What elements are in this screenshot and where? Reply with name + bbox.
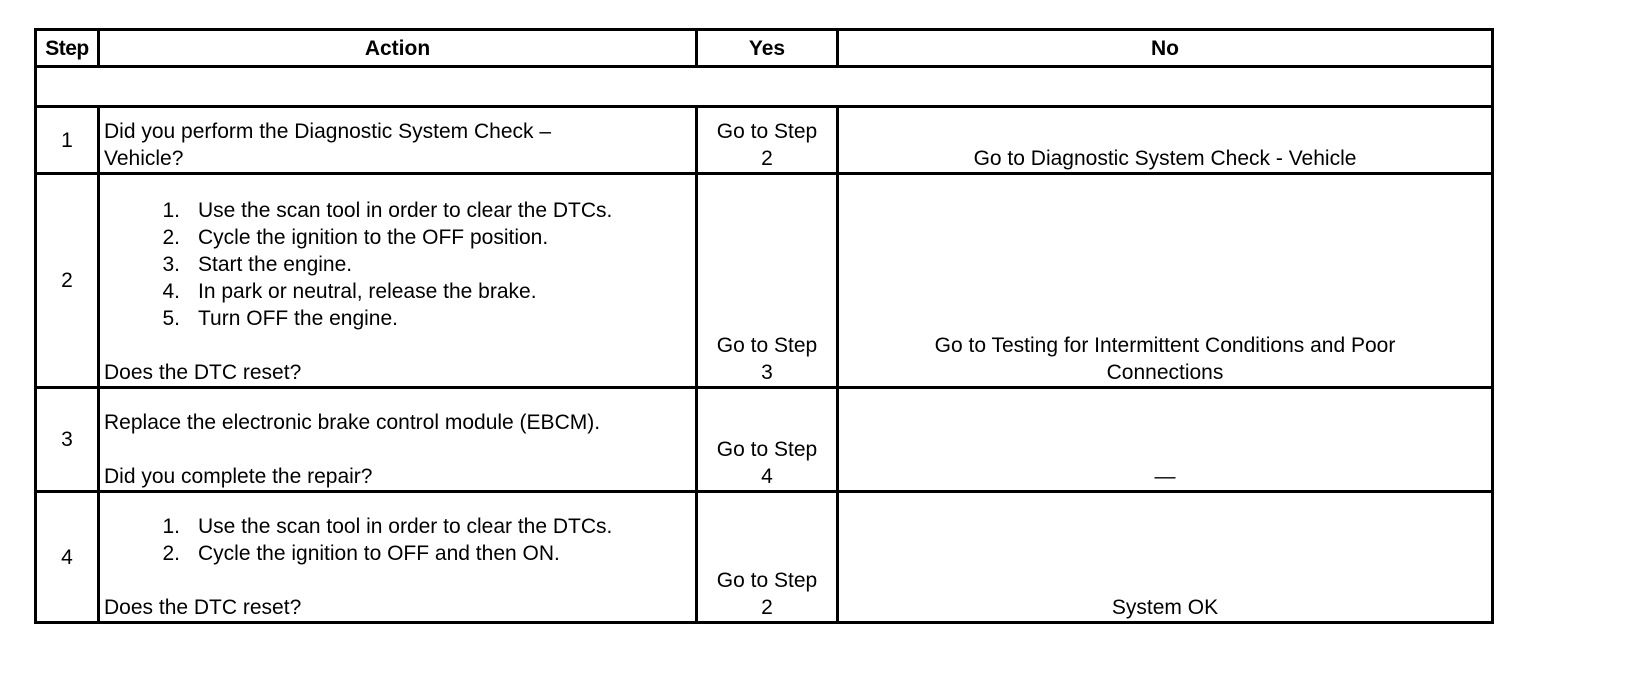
list-item: [104, 278, 695, 305]
spacer: [104, 567, 695, 594]
yes-step-number: 2: [761, 596, 773, 619]
yes-cell: [697, 492, 838, 623]
list-item-text: In park or neutral, release the brake.: [198, 280, 537, 303]
blank-row: [36, 67, 1493, 107]
list-item-text: Cycle the ignition to OFF and then ON.: [198, 542, 560, 565]
table-row: [36, 492, 1493, 623]
no-text-line2: Connections: [1106, 361, 1224, 384]
list-item: [104, 540, 695, 567]
list-item: [104, 513, 695, 540]
no-cell: Go to Diagnostic System Check - Vehicle: [838, 107, 1493, 174]
action-step-list: [104, 197, 695, 332]
step-column-header: Step: [36, 30, 99, 67]
diagnostic-table: [34, 28, 1494, 624]
list-item-text: Cycle the ignition to the OFF position.: [198, 226, 549, 249]
list-item-text: Use the scan tool in order to clear the DTCs.: [198, 515, 613, 538]
table-header-row: [36, 30, 1493, 67]
action-text-continued: Vehicle?: [104, 147, 184, 170]
yes-go-to-step: Go to Step: [716, 334, 818, 357]
table-row: [36, 174, 1493, 388]
yes-step-number: 4: [761, 465, 773, 488]
yes-go-to-step: Go to Step: [716, 120, 818, 143]
no-cell: —: [838, 388, 1493, 492]
action-cell: [99, 388, 697, 492]
step-number: 1: [36, 107, 99, 174]
list-item-number: 3.: [162, 253, 180, 276]
yes-go-to-step: Go to Step: [716, 438, 818, 461]
list-item: [104, 305, 695, 332]
yes-step-number: 3: [761, 361, 773, 384]
list-item-text: Use the scan tool in order to clear the DTCs.: [198, 199, 613, 222]
step-number: 4: [36, 492, 99, 623]
yes-go-to-step: Go to Step: [716, 569, 818, 592]
action-cell: [99, 107, 697, 174]
no-cell: [838, 174, 1493, 388]
table-row: [36, 388, 1493, 492]
action-text: Did you perform the Diagnostic System Check –: [104, 120, 552, 143]
yes-cell: [697, 174, 838, 388]
list-item-number: 2.: [162, 226, 180, 249]
action-text: Replace the electronic brake control module (EBCM).: [104, 411, 601, 434]
action-cell: [99, 492, 697, 623]
yes-cell: [697, 107, 838, 174]
action-column-header: Action: [99, 30, 697, 67]
action-cell: [99, 174, 697, 388]
no-column-header: No: [838, 30, 1493, 67]
action-question: Does the DTC reset?: [104, 596, 302, 619]
step-number: 2: [36, 174, 99, 388]
list-item: [104, 251, 695, 278]
spacer: [104, 332, 695, 359]
list-item-number: 1.: [162, 515, 180, 538]
blank-cell: [36, 67, 1493, 107]
list-item-number: 1.: [162, 199, 180, 222]
list-item-number: 4.: [162, 280, 180, 303]
action-question: Did you complete the repair?: [104, 465, 373, 488]
spacer: [104, 436, 695, 463]
diagnostic-table-wrapper: [34, 28, 1491, 624]
yes-cell: [697, 388, 838, 492]
action-question: Does the DTC reset?: [104, 361, 302, 384]
list-item-text: Turn OFF the engine.: [198, 307, 398, 330]
action-step-list: [104, 513, 695, 567]
list-item-number: 2.: [162, 542, 180, 565]
list-item: [104, 197, 695, 224]
table-row: [36, 107, 1493, 174]
no-cell: System OK: [838, 492, 1493, 623]
no-text-line1: Go to Testing for Intermittent Conditions and Poor: [934, 334, 1396, 357]
yes-step-number: 2: [761, 147, 773, 170]
list-item-text: Start the engine.: [198, 253, 353, 276]
step-number: 3: [36, 388, 99, 492]
list-item: [104, 224, 695, 251]
yes-column-header: Yes: [697, 30, 838, 67]
list-item-number: 5.: [162, 307, 180, 330]
